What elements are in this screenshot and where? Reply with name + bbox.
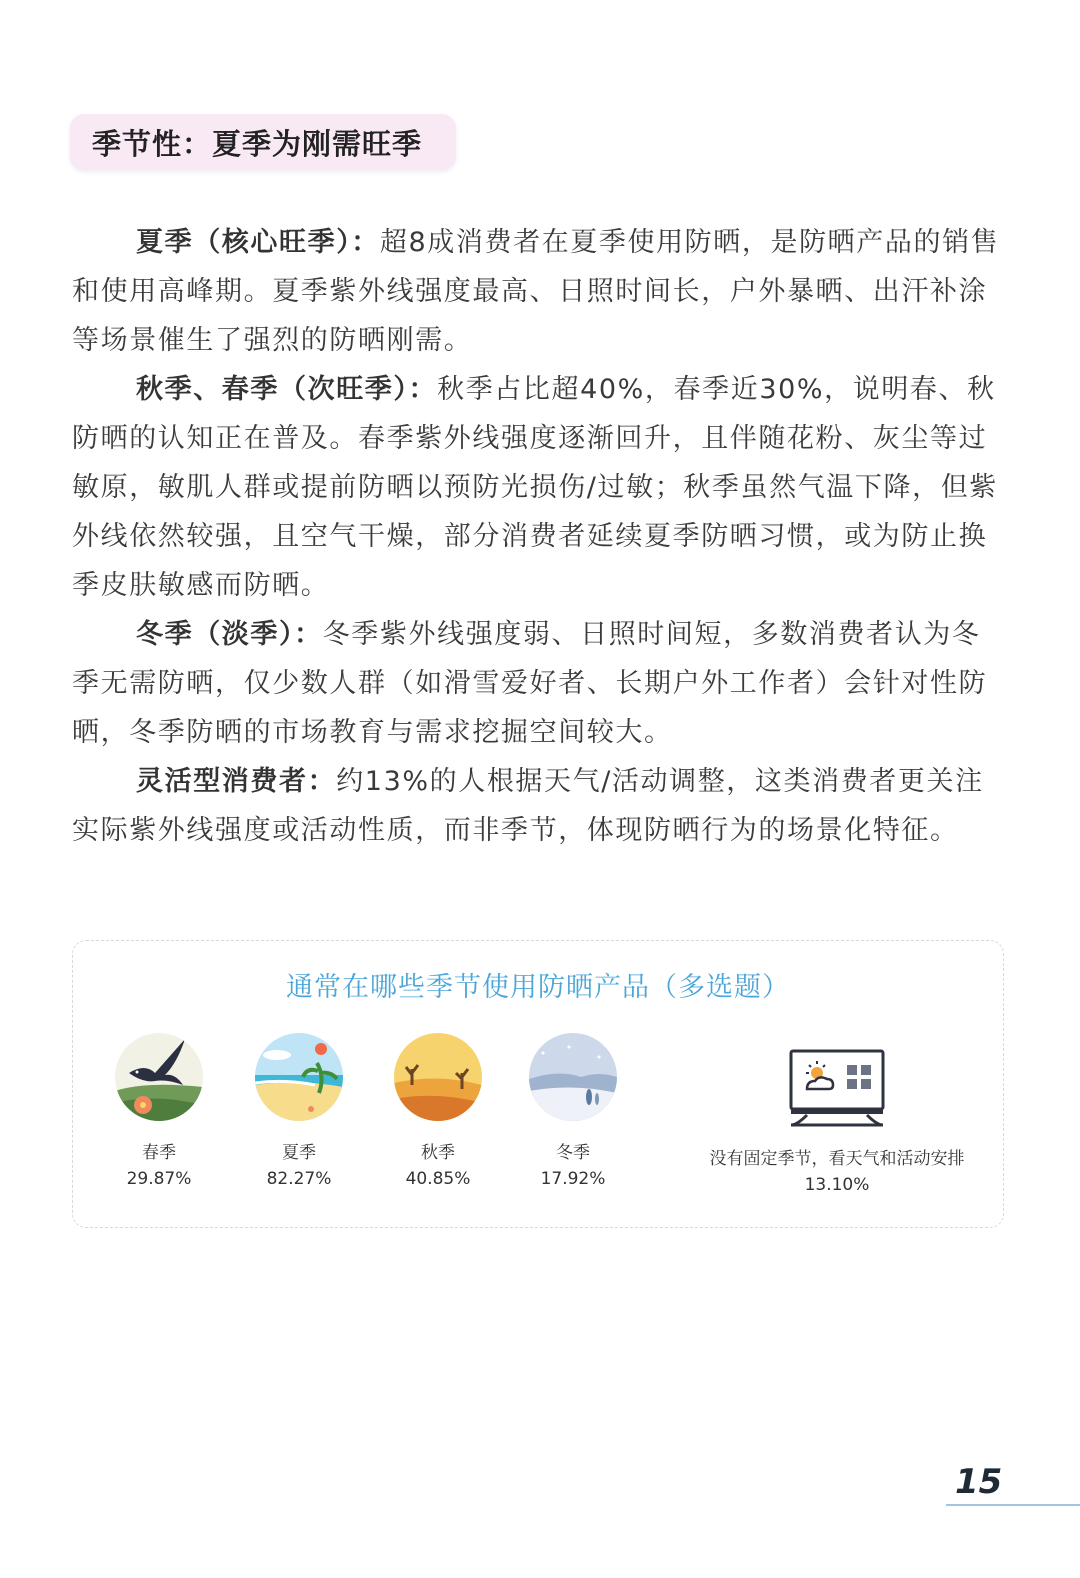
- paragraph-lead: 灵活型消费者：: [136, 766, 337, 797]
- season-percent: 13.10%: [804, 1175, 870, 1195]
- section-tag: [70, 114, 456, 170]
- season-name: 没有固定季节，看天气和活动安排: [709, 1149, 965, 1169]
- season-flexible: [685, 1049, 989, 1199]
- snow-winter-icon: [529, 1033, 617, 1121]
- season-percent: 82.27%: [266, 1169, 332, 1189]
- season-percent: 29.87%: [126, 1169, 192, 1189]
- weather-app-monitor-icon: [685, 1049, 989, 1135]
- paragraph-text: 冬季紫外线强度弱、日照时间短，多数消费者认为冬季无需防晒，仅少数人群（如滑雪爱好者、长期户外工作者）会针对性防晒，冬季防晒的市场教育与需求挖掘空间较大。: [72, 619, 988, 748]
- swallow-spring-icon: [115, 1033, 203, 1121]
- paragraph-text: 超8成消费者在夏季使用防晒，是防晒产品的销售和使用高峰期。夏季紫外线强度最高、日照时间长，户外暴晒、出汗补涂等场景催生了强烈的防晒刚需。: [72, 227, 1000, 356]
- season-spring: [89, 1033, 229, 1193]
- season-name: 春季: [142, 1143, 176, 1163]
- season-percent: 40.85%: [405, 1169, 471, 1189]
- season-autumn: [368, 1033, 508, 1193]
- season-name: 夏季: [282, 1143, 316, 1163]
- paragraph-lead: 夏季（核心旺季）：: [136, 227, 380, 258]
- season-winter: [503, 1033, 643, 1193]
- page-rule: [946, 1504, 1080, 1506]
- beach-summer-icon: [255, 1033, 343, 1121]
- survey-card: [72, 940, 1004, 1228]
- paragraph-autumn-spring: [72, 365, 1008, 610]
- season-name: 秋季: [421, 1143, 455, 1163]
- season-percent: 17.92%: [540, 1169, 606, 1189]
- paragraph-lead: 冬季（淡季）：: [136, 619, 323, 650]
- paragraph-flexible: [72, 757, 1008, 855]
- article-body: [72, 218, 1008, 855]
- paragraph-text: 秋季占比超40%，春季近30%，说明春、秋防晒的认知正在普及。春季紫外线强度逐渐回升，且伴随花粉、灰尘等过敏原，敏肌人群或提前防晒以预防光损伤/过敏；秋季虽然气温下降，但紫外线依然较强，且空气干燥，部分消费者延续夏季防晒习惯，或为防止换季皮肤敏感而防晒。: [72, 374, 998, 601]
- paragraph-summer: [72, 218, 1008, 365]
- paragraph-winter: [72, 610, 1008, 757]
- section-tag-label: 季节性：夏季为刚需旺季: [92, 126, 423, 161]
- season-summer: [229, 1033, 369, 1193]
- paragraph-text: 约13%的人根据天气/活动调整，这类消费者更关注实际紫外线强度或活动性质，而非季节，体现防晒行为的场景化特征。: [72, 766, 984, 846]
- page-number: 15: [955, 1462, 1003, 1502]
- autumn-field-icon: [394, 1033, 482, 1121]
- paragraph-lead: 秋季、春季（次旺季）：: [136, 374, 438, 405]
- survey-title: 通常在哪些季节使用防晒产品（多选题）: [286, 972, 790, 1003]
- season-name: 冬季: [556, 1143, 590, 1163]
